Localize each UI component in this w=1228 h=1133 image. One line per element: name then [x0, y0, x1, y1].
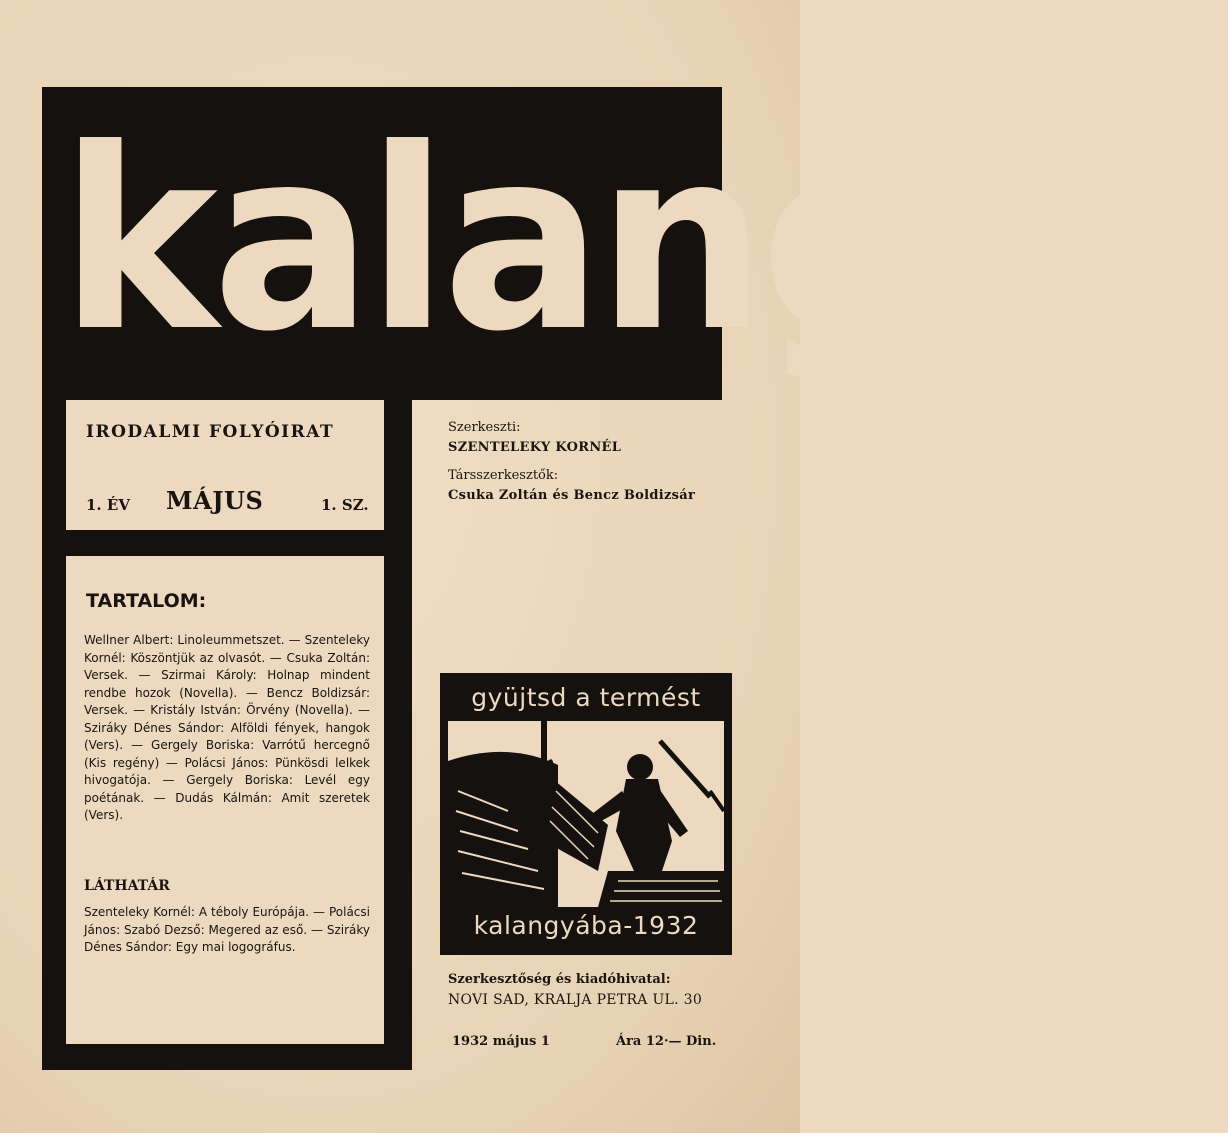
harvest-woodcut — [440, 673, 732, 955]
volume-year: 1. ÉV — [86, 496, 130, 514]
magazine-subtitle: IRODALMI FOLYÓIRAT — [86, 422, 335, 442]
issue-number: 1. SZ. — [321, 496, 369, 514]
table-of-contents — [66, 556, 384, 1044]
publisher-block — [448, 972, 768, 1008]
harvester-illustration — [448, 721, 724, 907]
section-heading-lathatar: LÁTHATÁR — [84, 878, 170, 894]
editor-label: Szerkeszti: — [448, 420, 521, 435]
publication-date: 1932 május 1 — [452, 1034, 550, 1049]
editor-name: SZENTELEKY KORNÉL — [448, 440, 622, 455]
contents-heading: TARTALOM: — [86, 590, 207, 612]
coeditors-names: Csuka Zoltán és Bencz Boldizsár — [448, 488, 696, 503]
issue-info-box — [66, 400, 384, 530]
magazine-title: kalangya — [60, 95, 1228, 386]
publisher-address: NOVI SAD, KRALJA PETRA UL. 30 — [448, 992, 703, 1008]
contents-paragraph: Wellner Albert: Linoleummetszet. — Szenteleky Kornél: Köszöntjük az olvasót. — Csuka Zoltán: Versek. — Szirmai Károly: Holnap mindent rendbe hozok (Novella). — Bencz Boldizsár: Versek. — Kristály István: Örvény (Novella). — Sziráky Dénes Sándor: Alföldi fények, hangok (Vers). — Gergely Boriska: Varrótű hercegnő (Kis regény) — Polácsi János: Pünkösdi lelkek hivogatója. — Gergely Boriska: Levél egy poétának. — Dudás Kálmán: Amit szeretek (Vers). — [84, 633, 370, 822]
coeditors-label: Társszerkesztők: — [448, 468, 559, 483]
woodcut-caption-top: gyüjtsd a termést — [471, 683, 701, 712]
section-paragraph-lathatar: Szenteleky Kornél: A téboly Európája. — Polácsi János: Szabó Dezső: Megered az eső. — Sziráky Dénes Sándor: Egy mai logográfus. — [84, 905, 370, 954]
editors-block — [448, 420, 768, 516]
woodcut-caption-bottom: kalangyába-1932 — [473, 911, 699, 940]
publisher-label: Szerkesztőség és kiadóhivatal: — [448, 972, 671, 987]
issue-price: Ára 12·— Din. — [616, 1034, 717, 1049]
issue-month: MÁJUS — [166, 486, 264, 515]
